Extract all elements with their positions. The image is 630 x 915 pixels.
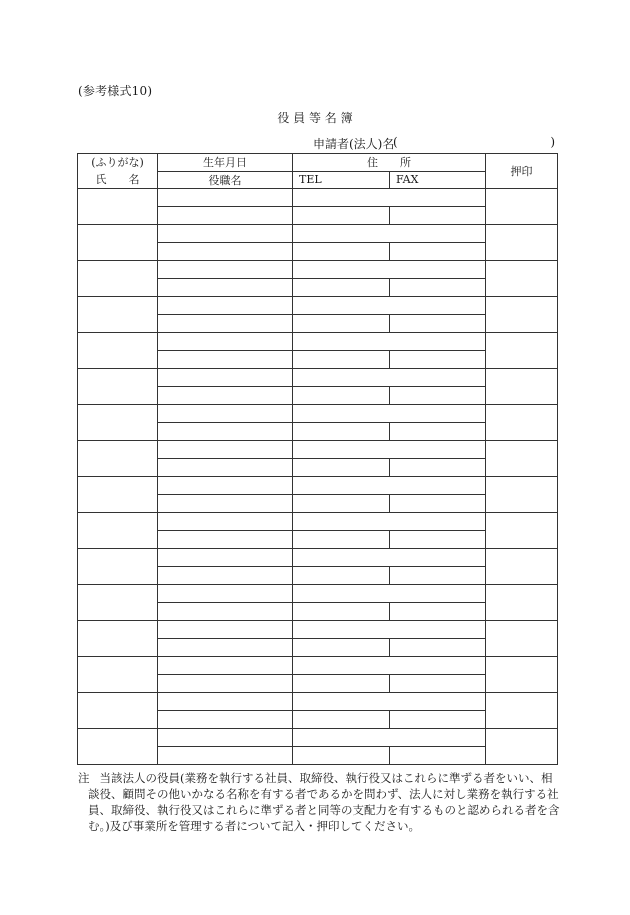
entry-birth-date-cell[interactable]	[158, 261, 293, 279]
entry-address-cell[interactable]	[293, 549, 486, 567]
entry-seal-cell[interactable]	[486, 369, 558, 405]
applicant-label: 申請者(法人)名	[313, 137, 395, 151]
entry-name-cell[interactable]	[78, 441, 158, 477]
entry-seal-cell[interactable]	[486, 189, 558, 225]
entry-tel-cell[interactable]	[293, 711, 390, 729]
entry-row-top	[78, 369, 558, 387]
entry-seal-cell[interactable]	[486, 693, 558, 729]
entry-row-top	[78, 441, 558, 459]
entry-seal-cell[interactable]	[486, 585, 558, 621]
entry-row-top	[78, 549, 558, 567]
entry-address-cell[interactable]	[293, 369, 486, 387]
entry-row-top	[78, 621, 558, 639]
entry-name-cell[interactable]	[78, 333, 158, 369]
entry-seal-cell[interactable]	[486, 621, 558, 657]
entry-fax-cell[interactable]	[390, 747, 486, 765]
entry-address-cell[interactable]	[293, 441, 486, 459]
entry-name-cell[interactable]	[78, 513, 158, 549]
applicant-open-paren: (	[393, 135, 398, 149]
entry-name-cell[interactable]	[78, 549, 158, 585]
entry-tel-cell[interactable]	[293, 675, 390, 693]
entry-position-cell[interactable]	[158, 423, 293, 441]
header-position: 役職名	[158, 171, 293, 189]
entry-birth-date-cell[interactable]	[158, 513, 293, 531]
entry-row-top	[78, 189, 558, 207]
entry-seal-cell[interactable]	[486, 441, 558, 477]
entry-fax-cell[interactable]	[390, 567, 486, 585]
entry-position-cell[interactable]	[158, 531, 293, 549]
roster-body	[78, 189, 558, 765]
entry-position-cell[interactable]	[158, 351, 293, 369]
entry-tel-cell[interactable]	[293, 747, 390, 765]
entry-address-cell[interactable]	[293, 693, 486, 711]
entry-row-top	[78, 477, 558, 495]
entry-position-cell[interactable]	[158, 387, 293, 405]
entry-fax-cell[interactable]	[390, 639, 486, 657]
entry-seal-cell[interactable]	[486, 225, 558, 261]
entry-name-cell[interactable]	[78, 621, 158, 657]
header-address: 住 所	[293, 154, 486, 172]
entry-address-cell[interactable]	[293, 657, 486, 675]
entry-position-cell[interactable]	[158, 207, 293, 225]
document-title: 役 員 等 名 簿	[277, 111, 353, 125]
entry-tel-cell[interactable]	[293, 603, 390, 621]
entry-birth-date-cell[interactable]	[158, 405, 293, 423]
entry-address-cell[interactable]	[293, 405, 486, 423]
entry-seal-cell[interactable]	[486, 261, 558, 297]
entry-address-cell[interactable]	[293, 189, 486, 207]
entry-seal-cell[interactable]	[486, 549, 558, 585]
entry-birth-date-cell[interactable]	[158, 693, 293, 711]
entry-position-cell[interactable]	[158, 567, 293, 585]
entry-position-cell[interactable]	[158, 639, 293, 657]
entry-address-cell[interactable]	[293, 225, 486, 243]
entry-name-cell[interactable]	[78, 405, 158, 441]
entry-name-cell[interactable]	[78, 369, 158, 405]
entry-birth-date-cell[interactable]	[158, 369, 293, 387]
footnote-text: 当該法人の役員(業務を執行する社員、取締役、執行役又はこれらに準ずる者をいい、相談役、顧問その他いかなる名称を有する者であるかを問わず、法人に対し業務を執行する社員、取締役、執行役又はこれらに準ずる者と同等の支配力を有するものと認められる者を含む。)及び事業所を管理する者について記入・押印してください。	[88, 771, 560, 833]
entry-fax-cell[interactable]	[390, 675, 486, 693]
entry-fax-cell[interactable]	[390, 243, 486, 261]
header-birth-date: 生年月日	[158, 154, 293, 172]
entry-seal-cell[interactable]	[486, 297, 558, 333]
entry-name-cell[interactable]	[78, 693, 158, 729]
header-tel: TEL	[293, 171, 390, 189]
entry-tel-cell[interactable]	[293, 459, 390, 477]
header-row-1	[78, 154, 558, 172]
entry-row-top	[78, 513, 558, 531]
entry-birth-date-cell[interactable]	[158, 549, 293, 567]
entry-fax-cell[interactable]	[390, 279, 486, 297]
entry-birth-date-cell[interactable]	[158, 729, 293, 747]
entry-position-cell[interactable]	[158, 279, 293, 297]
entry-tel-cell[interactable]	[293, 279, 390, 297]
entry-fax-cell[interactable]	[390, 207, 486, 225]
entry-address-cell[interactable]	[293, 477, 486, 495]
entry-address-cell[interactable]	[293, 261, 486, 279]
entry-name-cell[interactable]	[78, 297, 158, 333]
entry-row-top	[78, 297, 558, 315]
applicant-close-paren: )	[550, 135, 555, 149]
entry-tel-cell[interactable]	[293, 243, 390, 261]
entry-seal-cell[interactable]	[486, 513, 558, 549]
entry-tel-cell[interactable]	[293, 567, 390, 585]
entry-tel-cell[interactable]	[293, 423, 390, 441]
footnote	[78, 770, 562, 834]
entry-tel-cell[interactable]	[293, 315, 390, 333]
entry-name-cell[interactable]	[78, 657, 158, 693]
entry-tel-cell[interactable]	[293, 495, 390, 513]
entry-birth-date-cell[interactable]	[158, 657, 293, 675]
entry-name-cell[interactable]	[78, 729, 158, 765]
entry-row-top	[78, 333, 558, 351]
entry-address-cell[interactable]	[293, 729, 486, 747]
entry-address-cell[interactable]	[293, 297, 486, 315]
entry-fax-cell[interactable]	[390, 315, 486, 333]
entry-birth-date-cell[interactable]	[158, 297, 293, 315]
entry-fax-cell[interactable]	[390, 603, 486, 621]
entry-row-top	[78, 729, 558, 747]
entry-tel-cell[interactable]	[293, 639, 390, 657]
entry-row-top	[78, 405, 558, 423]
entry-position-cell[interactable]	[158, 495, 293, 513]
entry-fax-cell[interactable]	[390, 423, 486, 441]
entry-position-cell[interactable]	[158, 711, 293, 729]
entry-position-cell[interactable]	[158, 675, 293, 693]
entry-tel-cell[interactable]	[293, 207, 390, 225]
entry-fax-cell[interactable]	[390, 387, 486, 405]
entry-position-cell[interactable]	[158, 459, 293, 477]
entry-tel-cell[interactable]	[293, 351, 390, 369]
entry-fax-cell[interactable]	[390, 711, 486, 729]
entry-row-top	[78, 585, 558, 603]
footnote-mark: 注	[78, 771, 90, 785]
entry-row-top	[78, 261, 558, 279]
entry-row-top	[78, 657, 558, 675]
entry-seal-cell[interactable]	[486, 477, 558, 513]
entry-name-cell[interactable]	[78, 477, 158, 513]
roster-header	[78, 154, 558, 189]
entry-position-cell[interactable]	[158, 243, 293, 261]
officer-roster-table	[77, 153, 558, 765]
entry-address-cell[interactable]	[293, 585, 486, 603]
entry-name-cell[interactable]	[78, 261, 158, 297]
entry-fax-cell[interactable]	[390, 531, 486, 549]
entry-position-cell[interactable]	[158, 603, 293, 621]
entry-address-cell[interactable]	[293, 333, 486, 351]
entry-position-cell[interactable]	[158, 747, 293, 765]
entry-birth-date-cell[interactable]	[158, 225, 293, 243]
entry-birth-date-cell[interactable]	[158, 585, 293, 603]
header-fax: FAX	[390, 171, 486, 189]
header-seal: 押印	[486, 154, 558, 189]
entry-position-cell[interactable]	[158, 315, 293, 333]
entry-tel-cell[interactable]	[293, 387, 390, 405]
entry-birth-date-cell[interactable]	[158, 333, 293, 351]
header-furigana: (ふりがな)	[91, 156, 144, 169]
entry-seal-cell[interactable]	[486, 657, 558, 693]
entry-birth-date-cell[interactable]	[158, 189, 293, 207]
entry-row-top	[78, 225, 558, 243]
entry-birth-date-cell[interactable]	[158, 441, 293, 459]
header-furigana-name	[78, 154, 158, 189]
entry-address-cell[interactable]	[293, 513, 486, 531]
entry-birth-date-cell[interactable]	[158, 477, 293, 495]
entry-address-cell[interactable]	[293, 621, 486, 639]
entry-fax-cell[interactable]	[390, 351, 486, 369]
entry-birth-date-cell[interactable]	[158, 621, 293, 639]
entry-seal-cell[interactable]	[486, 405, 558, 441]
entry-name-cell[interactable]	[78, 585, 158, 621]
entry-seal-cell[interactable]	[486, 333, 558, 369]
entry-fax-cell[interactable]	[390, 495, 486, 513]
entry-row-top	[78, 693, 558, 711]
header-name: 氏 名	[95, 173, 140, 186]
entry-seal-cell[interactable]	[486, 729, 558, 765]
applicant-name-line	[313, 135, 558, 151]
entry-tel-cell[interactable]	[293, 531, 390, 549]
entry-name-cell[interactable]	[78, 225, 158, 261]
form-reference-label: (参考様式10)	[78, 84, 153, 98]
entry-fax-cell[interactable]	[390, 459, 486, 477]
entry-name-cell[interactable]	[78, 189, 158, 225]
